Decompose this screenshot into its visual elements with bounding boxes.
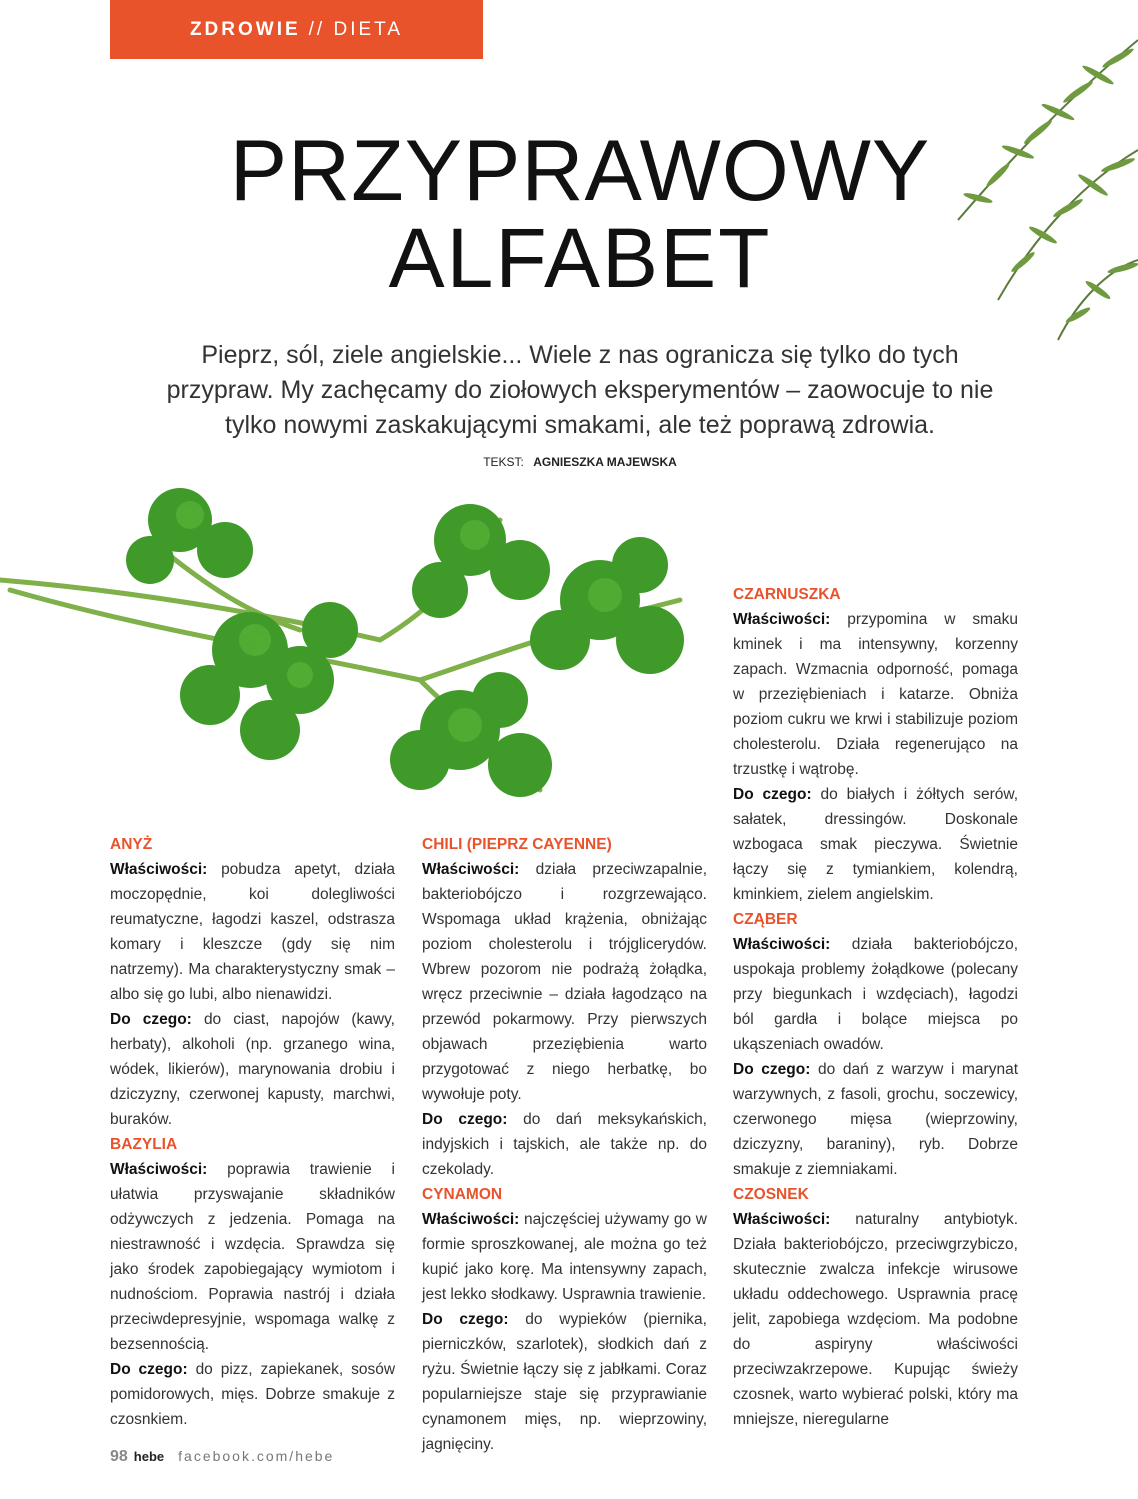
entry-use-cynamon: Do czego: do wypieków (piernika, pierniczków, szarlotek), słodkich dań z ryżu. Świetnie łączy się z jabłkami. Coraz popularniejsze staje się przyprawianie cynamonem mięs, np. wieprzowiny, jagnięciny.	[422, 1311, 707, 1453]
column-2	[422, 832, 707, 1457]
entry-use-czaber: Do czego: do dań z warzyw i marynat warzywnych, z fasoli, grochu, soczewicy, czerwonego mięsa (wieprzowiny, dziczyzny, baraniny), ryb. Dobrze smakuje z ziemniakami.	[733, 1061, 1019, 1178]
entry-use-chili: Do czego: do dań meksykańskich, indyjskich i tajskich, ale także np. do czekolady.	[422, 1111, 707, 1178]
entry-props-czaber: Właściwości: działa bakteriobójczo, uspokaja problemy żołądkowe (polecany przy biegunkach i wzdęciach), łagodzi ból gardła i bolące miejsca po ukąszeniach owadów.	[733, 936, 1018, 1053]
title-line-2: ALFABET	[388, 211, 772, 305]
entry-title-anyz: ANYŻ	[110, 836, 153, 853]
title-line-1: PRZYPRAWOWY	[229, 123, 931, 219]
entry-title-czarnuszka: CZARNUSZKA	[733, 586, 841, 603]
entry-title-cynamon: CYNAMON	[422, 1186, 503, 1203]
page-footer	[110, 1448, 334, 1466]
entry-props-czosnek: Właściwości: naturalny antybiotyk. Działa bakteriobójczo, przeciwgrzybiczo, skutecznie zwalcza infekcje wirusowe układu oddechowego. Usprawnia pracę jelit, zapobiega wzdęciom. Ma podobne do aspiryny właściwości przeciwzakrzepowe. Kupując świeży czosnek, warto wybierać polski, który ma mniejsze, nieregularne	[733, 1211, 1018, 1428]
section-label: ZDROWIE	[189, 18, 301, 40]
page-number: 98	[110, 1448, 128, 1465]
byline-label: TEKST:	[483, 455, 524, 469]
entry-props-chili: Właściwości: działa przeciwzapalnie, bakteriobójczo i rozgrzewająco. Wspomaga układ krążenia, obniżając poziom cholesterolu i trójglicerydów. Wbrew pozorom nie podrażą żołądka, wręcz przeciwnie – działa łagodząco na przewód pokarmowy. Przy pierwszych objawach przeziębienia warto przygotować z niego herbatkę, bo wywołuje poty.	[422, 861, 708, 1103]
entry-props-anyz: Właściwości: pobudza apetyt, działa moczopędnie, koi dolegliwości reumatyczne, łagodzi kaszel, odstrasza komary i kleszcze (gdy się nim natrzemy). Ma charakterystyczny smak – albo się go lubi, albo nienawidzi.	[110, 861, 395, 1003]
entry-title-bazylia: BAZYLIA	[110, 1136, 178, 1153]
magazine-logo: hebe	[133, 1449, 165, 1464]
entry-use-czarnuszka: Do czego: do białych i żółtych serów, sałatek, dressingów. Doskonale wzbogaca smak pieczywa. Świetnie łączy się z tymiankiem, kolendrą, kminkiem, zielem angielskim.	[733, 786, 1019, 903]
section-separator: //	[308, 18, 326, 40]
entry-props-czarnuszka: Właściwości: przypomina w smaku kminek i ma intensywny, korzenny zapach. Wzmacnia odporność, pomaga w przeziębieniach i katarze. Obniża poziom cukru we krwi i stabilizuje poziom cholesterolu. Działa regenerująco na trzustkę i wątrobę.	[733, 611, 1019, 778]
entry-use-bazylia: Do czego: do pizz, zapiekanek, sosów pomidorowych, mięs. Dobrze smakuje z czosnkiem.	[110, 1361, 396, 1428]
entry-props-cynamon: Właściwości: najczęściej używamy go w formie sproszkowanej, ale można go też kupić jako korę. Ma intensywny zapach, jest lekko słodkawy. Usprawnia trawienie.	[422, 1211, 707, 1303]
entry-title-chili: CHILI (PIEPRZ CAYENNE)	[422, 836, 612, 853]
subsection-label: DIETA	[333, 18, 404, 40]
column-1	[110, 832, 395, 1432]
entry-use-anyz: Do czego: do ciast, napojów (kawy, herbaty), alkoholi (np. grzanego wina, wódek, likierów), marynowania drobiu i dziczyzny, czerwonej kapusty, marchwi, buraków.	[110, 1011, 395, 1128]
section-tag	[110, 0, 483, 59]
entry-title-czaber: CZĄBER	[733, 911, 798, 928]
facebook-link[interactable]: facebook.com/hebe	[178, 1448, 335, 1464]
column-3	[733, 582, 1018, 1432]
byline-author: AGNIESZKA MAJEWSKA	[533, 455, 677, 469]
cilantro-image	[0, 480, 710, 810]
lead-paragraph: Pieprz, sól, ziele angielskie... Wiele z nas ogranicza się tylko do tych przypraw. My zachęcamy do ziołowych eksperymentów – zaowocuje to nie tylko nowymi zaskakującymi smakami, ale też poprawą zdrowia.	[166, 341, 994, 439]
entry-props-bazylia: Właściwości: poprawia trawienie i ułatwia przyswajanie składników odżywczych z jedzenia. Pomaga na niestrawność i wzdęcia. Sprawdza się jako środek zapobiegający wymiotom i nudnościom. Poprawia nastrój i działa przeciwdepresyjnie, wspomaga walkę z bezsennością.	[110, 1161, 395, 1353]
byline	[0, 455, 1138, 469]
entry-title-czosnek: CZOSNEK	[733, 1186, 809, 1203]
